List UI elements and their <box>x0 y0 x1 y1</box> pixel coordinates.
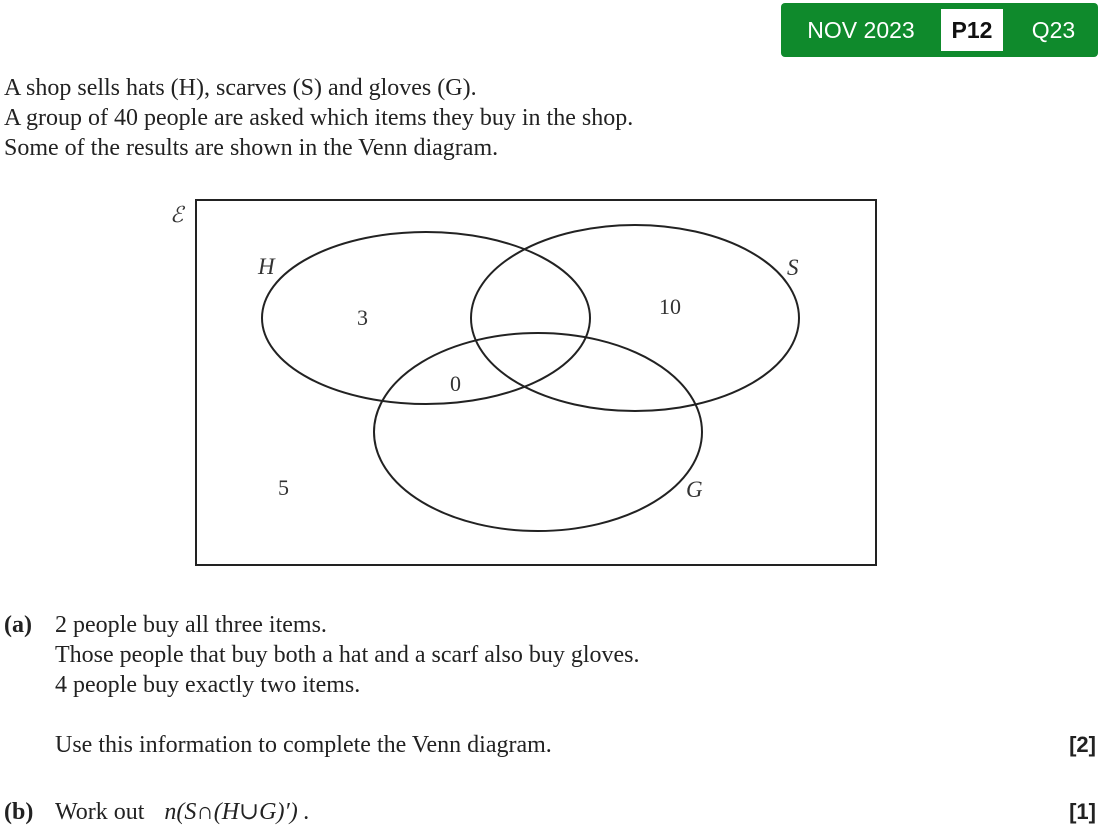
region-scarves-only: 10 <box>659 294 681 319</box>
part-b <box>0 797 1100 827</box>
part-b-instruction: Work out <box>55 799 145 825</box>
part-b-expression: n(S∩(H∪G)′) . <box>164 799 310 825</box>
exam-date: NOV 2023 <box>807 17 915 43</box>
scarves-circle <box>471 225 799 411</box>
part-a-text <box>55 610 640 700</box>
part-b-text <box>55 797 310 827</box>
part-a-line: 2 people buy all three items. <box>55 612 327 638</box>
scarves-label: S <box>787 255 799 280</box>
region-hats-gloves-only: 0 <box>450 371 461 396</box>
gloves-label: G <box>686 477 703 502</box>
part-b-marks: [1] <box>1069 799 1096 824</box>
part-a-letter: (a) <box>4 612 32 638</box>
intro-line: A shop sells hats (H), scarves (S) and gloves (G). <box>4 75 477 101</box>
region-hats-only: 3 <box>357 305 368 330</box>
part-a-marks: [2] <box>1069 732 1096 757</box>
part-a-line: 4 people buy exactly two items. <box>55 672 361 698</box>
gloves-circle <box>374 333 702 531</box>
part-b-letter: (b) <box>4 799 34 825</box>
intro-line: Some of the results are shown in the Venn diagram. <box>4 135 499 161</box>
part-a-instruction: Use this information to complete the Venn diagram. <box>55 732 552 758</box>
intro-line: A group of 40 people are asked which items they buy in the shop. <box>4 105 634 131</box>
paper-number: P12 <box>941 9 1003 51</box>
hats-circle <box>262 232 590 404</box>
part-a <box>0 610 1100 760</box>
region-outside: 5 <box>278 475 289 500</box>
question-number: Q23 <box>1031 17 1076 43</box>
universal-set-symbol: ℰ <box>170 202 184 227</box>
part-a-line: Those people that buy both a hat and a scarf also buy gloves. <box>55 642 640 668</box>
hats-label: H <box>258 254 275 279</box>
